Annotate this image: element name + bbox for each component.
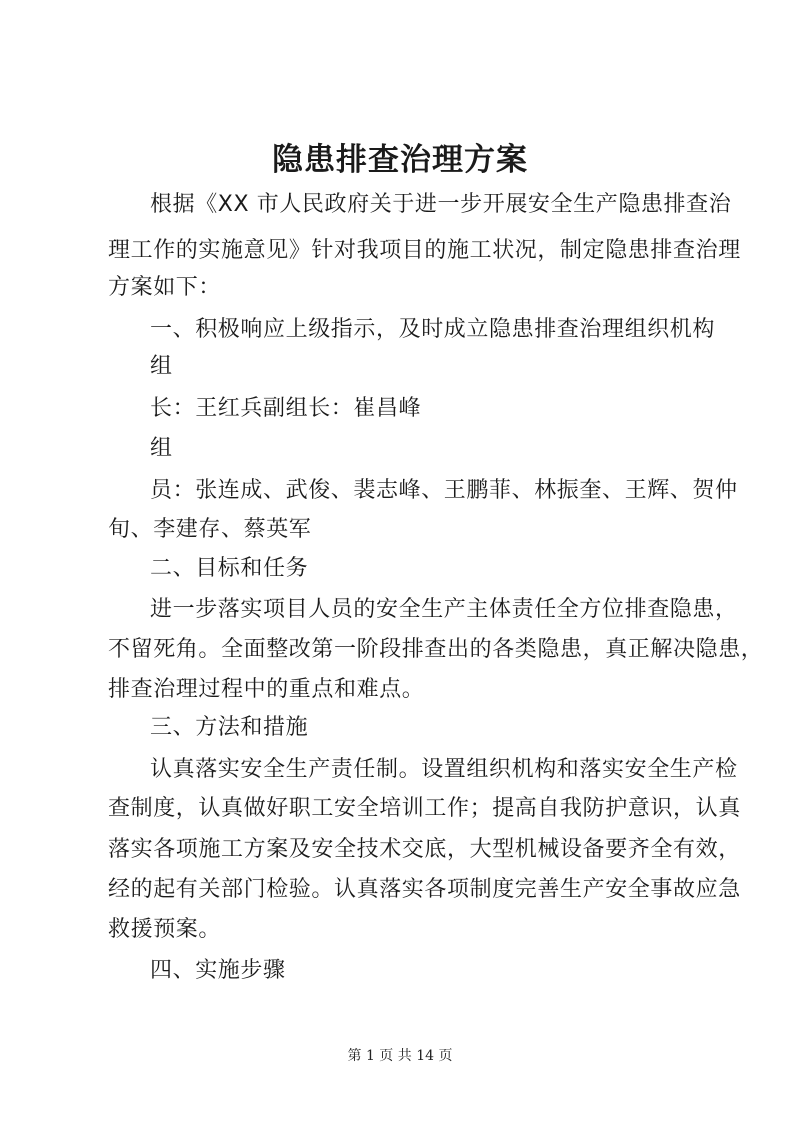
paragraph-line: 查制度，认真做好职工安全培训工作；提高自我防护意识，认真 — [108, 796, 741, 821]
paragraph-line: 员：张连成、武俊、裴志峰、王鹏菲、林振奎、王辉、贺仲 — [150, 478, 738, 503]
paragraph-line: 长：王红兵副组长：崔昌峰 — [150, 396, 422, 421]
paragraph-line: 救援预案。 — [108, 917, 222, 942]
paragraph-line: 经的起有关部门检验。认真落实各项制度完善生产安全事故应急 — [108, 877, 741, 902]
paragraph-line: 理工作的实施意见》针对我项目的施工状况，制定隐患排查治理 — [108, 238, 741, 263]
paragraph-line: 组 — [150, 436, 173, 461]
paragraph-line: 方案如下： — [108, 275, 222, 300]
section-heading: 三、方法和措施 — [150, 715, 309, 740]
paragraph-line: 组 — [150, 354, 173, 379]
paragraph-line: 落实各项施工方案及安全技术交底，大型机械设备要齐全有效， — [108, 837, 741, 862]
paragraph-line: 认真落实安全生产责任制。设置组织机构和落实安全生产检 — [150, 757, 738, 782]
document-title: 隐患排查治理方案 — [272, 142, 528, 178]
section-heading: 一、积极响应上级指示，及时成立隐患排查治理组织机构 — [150, 317, 716, 342]
paragraph-line: 不留死角。全面整改第一阶段排查出的各类隐患，真正解决隐患， — [108, 637, 764, 662]
paragraph-line: 根据《XX 市人民政府关于进一步开展安全生产隐患排查治 — [150, 192, 732, 217]
paragraph-line: 旬、李建存、蔡英军 — [108, 517, 312, 542]
section-heading: 二、目标和任务 — [150, 556, 309, 581]
paragraph-line: 进一步落实项目人员的安全生产主体责任全方位排查隐患， — [150, 597, 738, 622]
page-number-footer: 第 1 页 共 14 页 — [347, 1048, 453, 1064]
paragraph-line: 排查治理过程中的重点和难点。 — [108, 677, 425, 702]
section-heading: 四、实施步骤 — [150, 958, 286, 983]
